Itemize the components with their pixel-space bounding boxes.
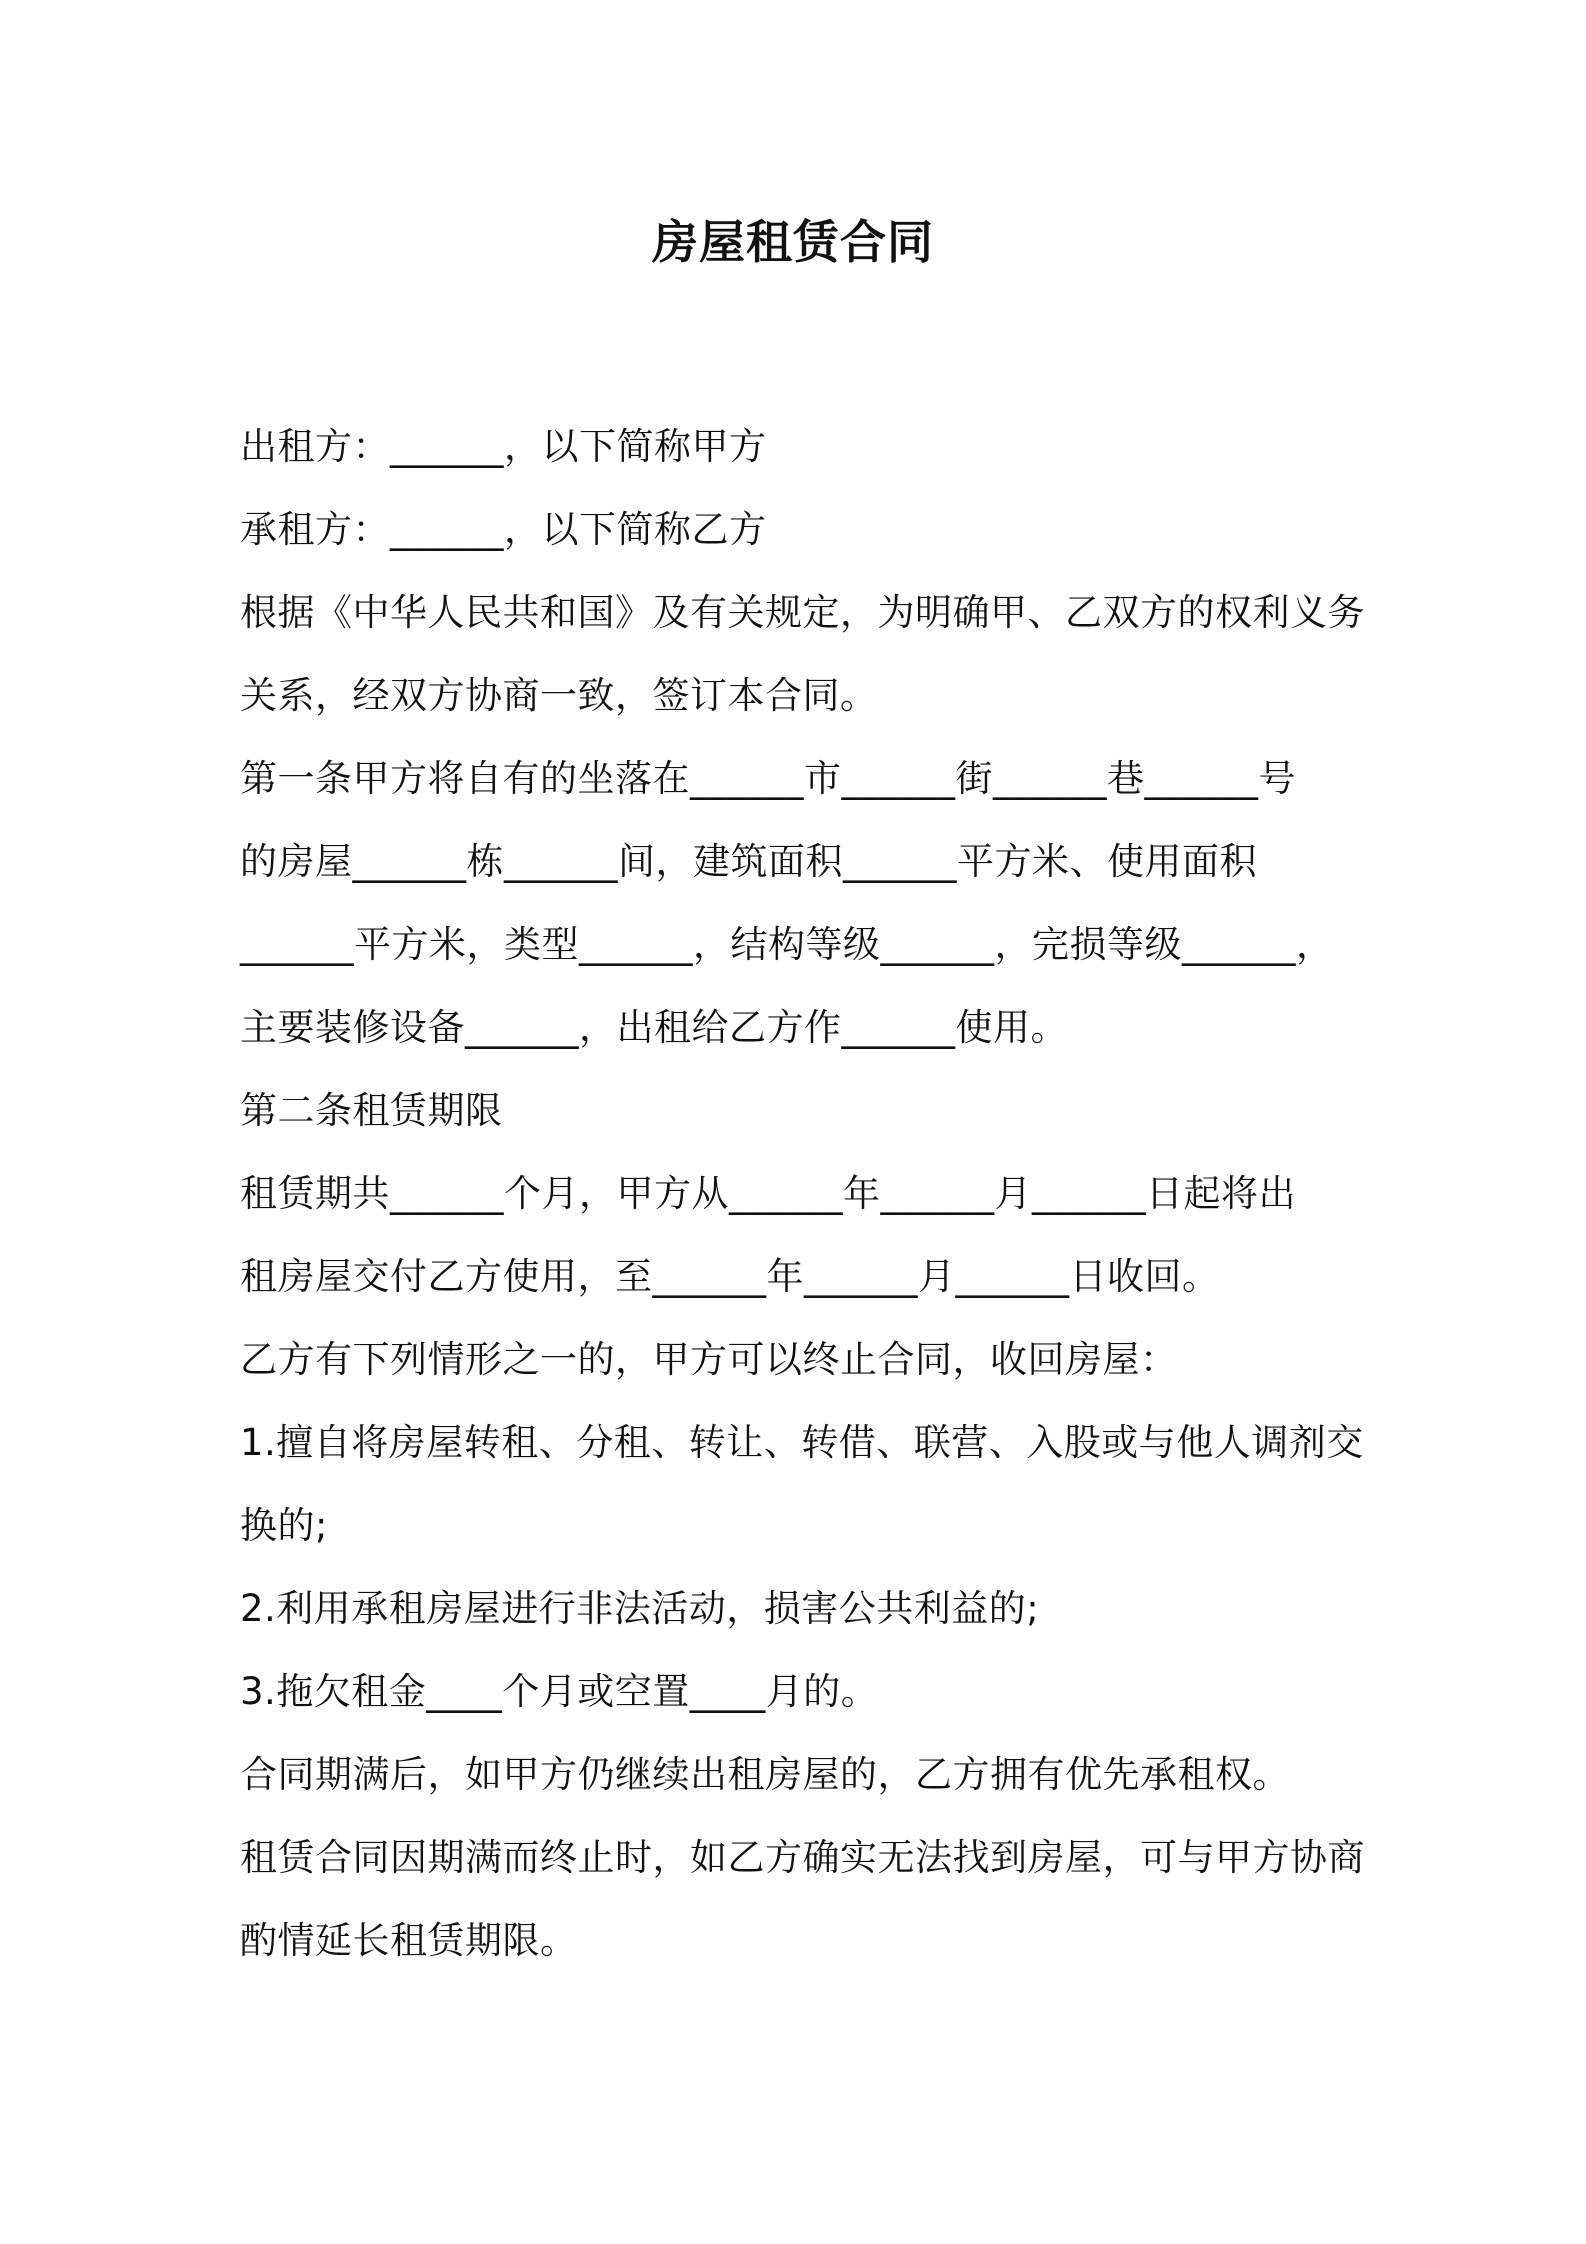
termination-item-1-line-2: 换的; — [240, 1504, 328, 1547]
article-2-heading: 第二条租赁期限 — [240, 1089, 503, 1132]
document-title: 房屋租赁合同 — [652, 215, 934, 269]
article-1-line-4: 主要装修设备______，出租给乙方作______使用。 — [240, 1006, 1068, 1049]
extension-line-1: 租赁合同因期满而终止时，如乙方确实无法找到房屋，可与甲方协商 — [240, 1836, 1365, 1879]
paragraph-preamble-line-1: 根据《中华人民共和国》及有关规定，为明确甲、乙双方的权利义务 — [240, 591, 1365, 634]
article-2-line-1: 租赁期共______个月，甲方从______年______月______日起将出 — [240, 1172, 1296, 1215]
article-1-line-1: 第一条甲方将自有的坐落在______市______街______巷______号 — [240, 757, 1296, 800]
clause-lessee: 承租方：______，以下简称乙方 — [240, 508, 767, 551]
article-1-line-2: 的房屋______栋______间，建筑面积______平方米、使用面积 — [240, 840, 1257, 883]
renewal-priority: 合同期满后，如甲方仍继续出租房屋的，乙方拥有优先承租权。 — [240, 1753, 1290, 1796]
termination-item-2: 2.利用承租房屋进行非法活动，损害公共利益的; — [240, 1587, 1040, 1630]
clause-lessor: 出租方：______，以下简称甲方 — [240, 425, 767, 468]
article-2-line-2: 租房屋交付乙方使用，至______年______月______日收回。 — [240, 1255, 1220, 1298]
article-1-line-3: ______平方米，类型______，结构等级______，完损等级______， — [240, 923, 1334, 966]
extension-line-2: 酌情延长租赁期限。 — [240, 1919, 578, 1962]
document-body — [240, 405, 1365, 1982]
termination-item-3: 3.拖欠租金____个月或空置____月的。 — [240, 1670, 879, 1713]
termination-item-1-line-1: 1.擅自将房屋转租、分租、转让、转借、联营、入股或与他人调剂交 — [240, 1421, 1364, 1464]
paragraph-preamble-line-2: 关系，经双方协商一致，签订本合同。 — [240, 674, 878, 717]
termination-intro: 乙方有下列情形之一的，甲方可以终止合同，收回房屋： — [240, 1338, 1178, 1381]
